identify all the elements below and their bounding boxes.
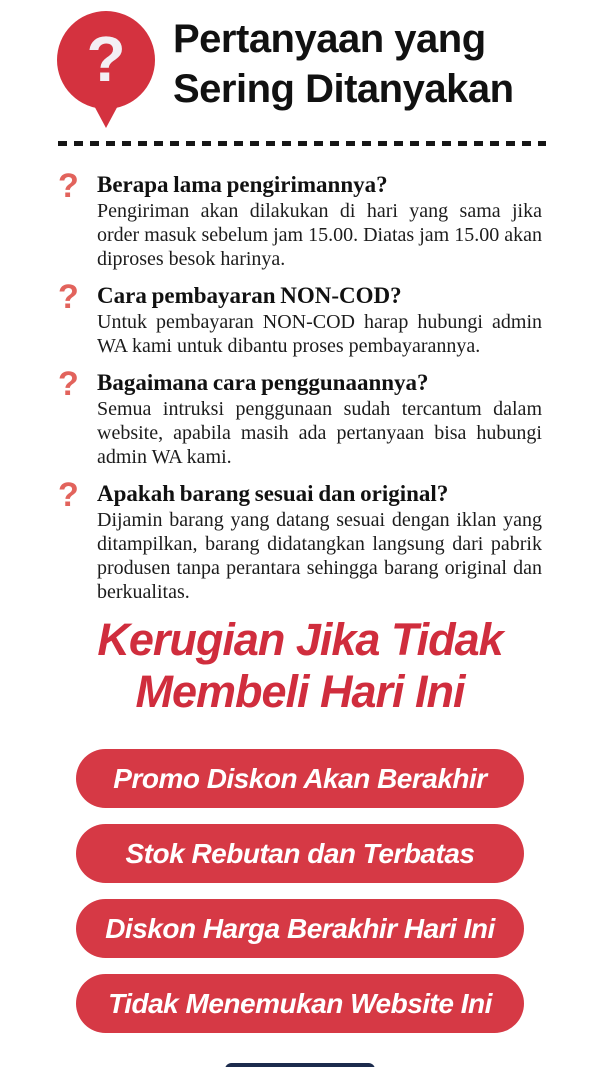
faq-question: Apakah barang sesuai dan original? <box>97 481 449 506</box>
faq-question: Bagaimana cara penggunaannya? <box>97 370 429 395</box>
balloon-question-glyph: ? <box>86 23 126 95</box>
faq-item-body <box>97 170 542 271</box>
page-title-line2: Sering Ditanyakan <box>173 67 514 111</box>
urgency-button-list <box>0 749 600 1049</box>
faq-answer: Dijamin barang yang datang sesuai dengan iklan yang ditampilkan, barang didatangkan langsung dari pabrik produsen tanpa perantara sehingga barang original dan berkualitas. <box>97 509 542 603</box>
page-title-line1: Pertanyaan yang <box>173 17 486 61</box>
urgency-button-discount-ends-today[interactable]: Diskon Harga Berakhir Hari Ini <box>76 899 524 958</box>
faq-item-shipping <box>58 167 542 271</box>
faq-list <box>0 146 600 604</box>
faq-question: Cara pembayaran NON-COD? <box>97 283 402 308</box>
faq-answer: Pengiriman akan dilakukan di hari yang sama jika order masuk sebelum jam 15.00. Diatas jam 15.00 akan diproses besok harinya. <box>97 200 542 270</box>
faq-item-body <box>97 479 542 604</box>
question-mark-icon: ? <box>58 167 79 205</box>
faq-answer: Untuk pembayaran NON-COD harap hubungi admin WA kami untuk dibantu proses pembayarannya. <box>97 311 542 357</box>
urgency-heading-line1: Kerugian Jika Tidak <box>97 614 503 665</box>
question-balloon-icon <box>56 10 157 135</box>
faq-answer: Semua intruksi penggunaan sudah tercantum dalam website, apabila masih ada pertanyaan bisa hubungi admin WA kami. <box>97 398 542 468</box>
urgency-section <box>0 614 600 1049</box>
question-mark-icon: ? <box>58 476 79 514</box>
urgency-button-promo-ends[interactable]: Promo Diskon Akan Berakhir <box>76 749 524 808</box>
page-title <box>173 14 514 114</box>
urgency-button-limited-stock[interactable]: Stok Rebutan dan Terbatas <box>76 824 524 883</box>
faq-item-payment <box>58 278 542 358</box>
urgency-heading <box>0 614 600 718</box>
question-mark-icon: ? <box>58 278 79 316</box>
faq-item-body <box>97 281 542 358</box>
faq-item-body <box>97 368 542 469</box>
faq-item-originality <box>58 476 542 604</box>
faq-item-usage <box>58 365 542 469</box>
faq-question: Berapa lama pengirimannya? <box>97 172 388 197</box>
home-indicator-bar <box>225 1063 375 1067</box>
question-mark-icon: ? <box>58 365 79 403</box>
faq-header <box>0 0 600 135</box>
urgency-heading-line2: Membeli Hari Ini <box>135 666 465 717</box>
urgency-button-website-gone[interactable]: Tidak Menemukan Website Ini <box>76 974 524 1033</box>
